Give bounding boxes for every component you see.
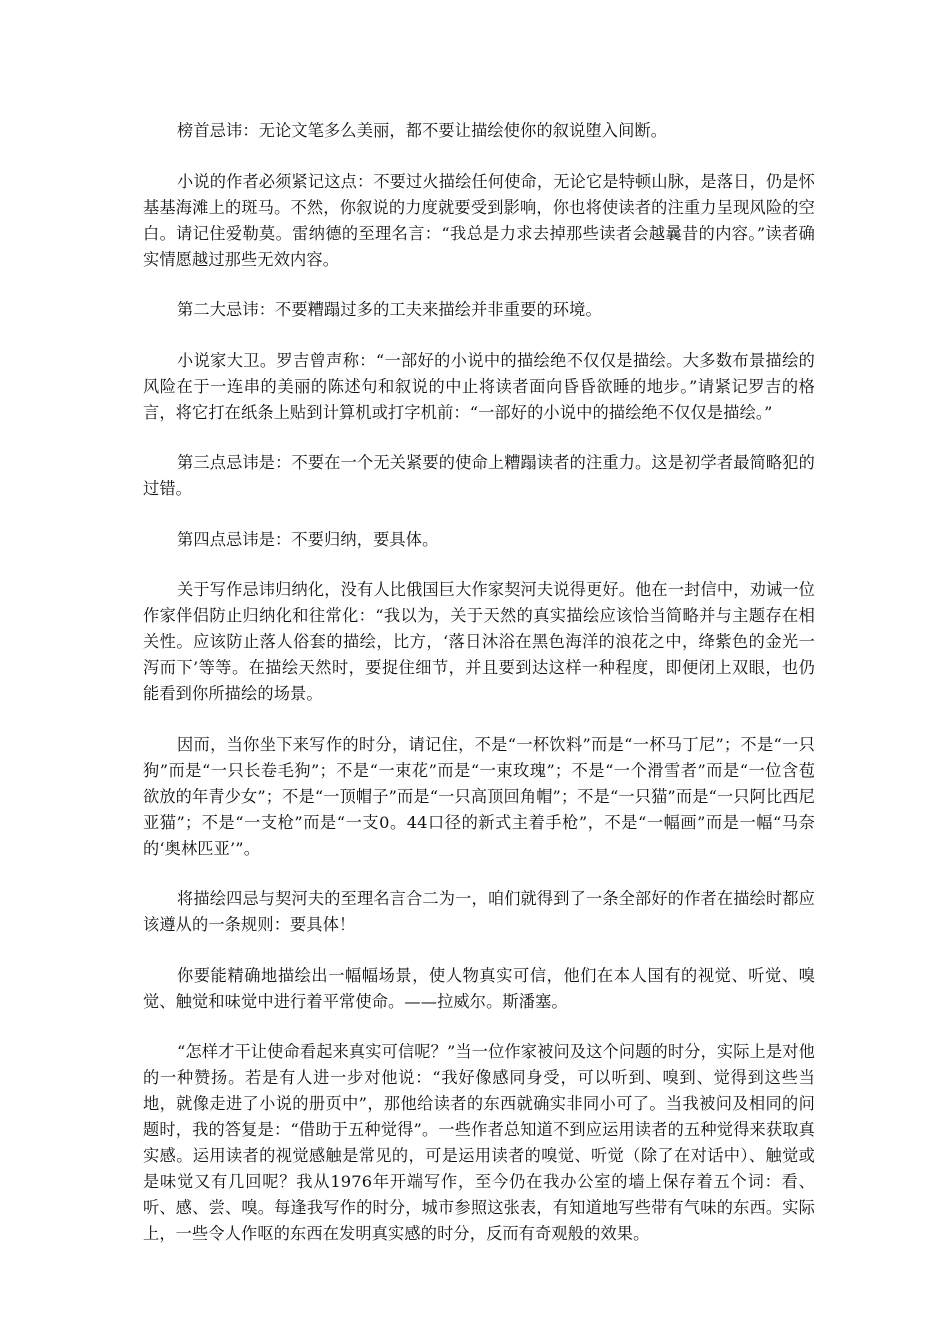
paragraph-david-lodge-quote: 小说家大卫。罗吉曾声称：“一部好的小说中的描绘绝不仅仅是描绘。大多数布景描绘的风险在于一连串的美丽的陈述句和叙说的中止将读者面向昏昏欲睡的地步。”请紧记罗吉的格言，将它打在纸条上贴到计算机或打字机前：“一部好的小说中的描绘绝不仅仅是描绘。” <box>143 350 815 422</box>
paragraph-taboo-1-explanation: 小说的作者必须紧记这点：不要过火描绘任何使命，无论它是特顿山脉，是落日，仍是怀基基海滩上的斑马。不然，你叙说的力度就要受到影响，你也将使读者的注重力呈现风险的空白。请记住爱勒莫。雷纳德的至理名言：“我总是力求去掉那些读者会越曩昔的内容。”读者确实情愿越过那些无效内容。 <box>143 171 815 269</box>
document-body <box>143 118 815 1272</box>
paragraph-taboo-4: 第四点忌讳是：不要归纳，要具体。 <box>177 529 439 549</box>
paragraph-specific-examples: 因而，当你坐下来写作的时分，请记住，不是“一杯饮料”而是“一杯马丁尼”；不是“一只狗”而是“一只长卷毛狗”；不是“一束花”而是“一束玫瑰”；不是“一个滑雪者”而是“一位含苞欲放的年青少女”；不是“一顶帽子”而是“一只高顶回角帽”；不是“一只猫”而是“一只阿比西尼亚猫”；不是“一支枪”而是“一支0。44口径的新式主着手枪”，不是“一幅画”而是一幅“马奈的‘奥林匹亚’”。 <box>143 734 815 858</box>
paragraph-be-specific-rule: 将描绘四忌与契河夫的至理名言合二为一，咱们就得到了一条全部好的作者在描绘时都应该遵从的一条规则：要具体！ <box>143 889 815 934</box>
paragraph-spencer-quote: 你要能精确地描绘出一幅幅场景，使人物真实可信，他们在本人国有的视觉、听觉、嗅觉、触觉和味觉中进行着平常使命。——拉威尔。斯潘塞。 <box>143 965 815 1011</box>
paragraph-five-senses: “怎样才干让使命看起来真实可信呢？”当一位作家被问及这个问题的时分，实际上是对他的一种赞扬。若是有人进一步对他说：“我好像感同身受，可以听到、嗅到、觉得到这些当地，就像走进了小说的册页中”，那他给读者的东西就确实非同小可了。当我被问及相同的问题时，我的答复是：“借助于五种觉得”。一些作者总知道不到应运用读者的五种觉得来获取真实感。运用读者的视觉感触是常见的，可是运用读者的嗅觉、听觉（除了在对话中）、触觉或是味觉又有几回呢？我从1976年开端写作，至今仍在我办公室的墙上保存着五个词：看、听、感、尝、嗅。每逢我写作的时分，城市参照这张表，有知道地写些带有气味的东西。实际上，一些令人作呕的东西在发明真实感的时分，反而有奇观般的效果。 <box>143 1042 815 1243</box>
paragraph-taboo-2: 第二大忌讳：不要糟蹋过多的工夫来描绘并非重要的环境。 <box>177 300 602 319</box>
paragraph-chekhov-advice: 关于写作忌讳归纳化，没有人比俄国巨大作家契河夫说得更好。他在一封信中，劝诫一位作家伴侣防止归纳化和往常化：“我以为，关于天然的真实描绘应该恰当简略并与主题存在相关性。应该防止落人俗套的描绘，比方，‘落日沐浴在黑色海洋的浪花之中，绛紫色的金光一泻而下’等等。在描绘天然时，要捉住细节，并且要到达这样一种程度，即便闭上双眼，也仍能看到你所描绘的场景。 <box>143 580 815 703</box>
paragraph-taboo-3: 第三点忌讳是：不要在一个无关紧要的使命上糟蹋读者的注重力。这是初学者最简略犯的过错。 <box>143 453 815 498</box>
paragraph-taboo-1: 榜首忌讳：无论文笔多么美丽，都不要让描绘使你的叙说堕入间断。 <box>177 121 668 140</box>
